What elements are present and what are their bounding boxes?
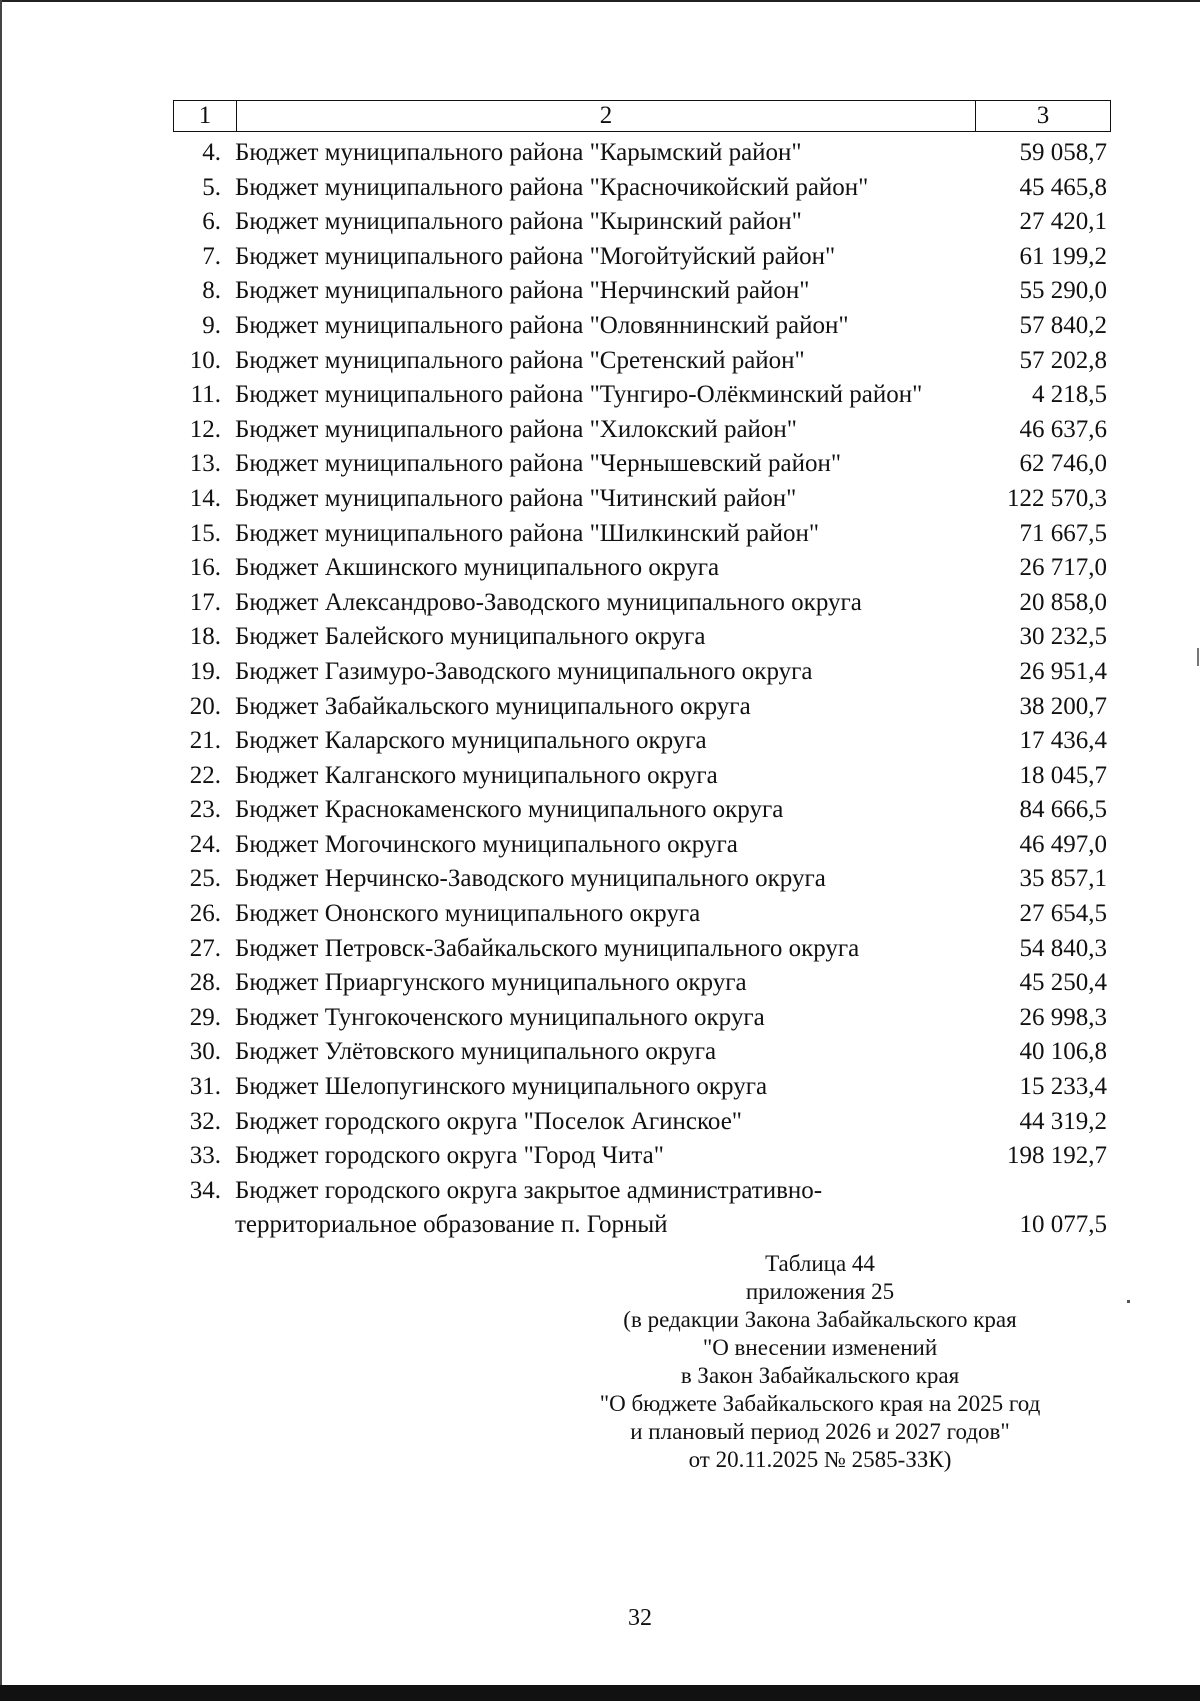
table-header-col-3: 3 xyxy=(1036,102,1050,129)
row-number: 17. xyxy=(189,588,221,616)
table-row xyxy=(173,517,1111,552)
table-row xyxy=(173,1105,1111,1140)
budget-name: Бюджет муниципального района "Шилкинский район" xyxy=(235,519,820,547)
table-row xyxy=(173,378,1111,413)
budget-amount: 27 654,5 xyxy=(1019,900,1107,928)
table-row xyxy=(173,897,1111,932)
budget-name: Бюджет Тунгокоченского муниципального округа xyxy=(235,1003,765,1031)
row-number: 5. xyxy=(202,173,221,201)
row-number: 18. xyxy=(189,623,221,651)
annex-line: приложения 25 xyxy=(745,1279,895,1304)
row-number: 33. xyxy=(189,1142,221,1170)
row-number: 30. xyxy=(189,1038,221,1066)
table-row xyxy=(173,862,1111,897)
table-row xyxy=(173,759,1111,794)
row-number: 20. xyxy=(189,692,221,720)
annex-line: (в редакции Закона Забайкальского края xyxy=(623,1307,1017,1332)
budget-amount: 26 951,4 xyxy=(1019,657,1107,685)
row-number: 31. xyxy=(189,1073,221,1101)
table-row xyxy=(173,1035,1111,1070)
budget-amount: 38 200,7 xyxy=(1019,692,1107,720)
row-number: 16. xyxy=(189,554,221,582)
budget-amount: 18 045,7 xyxy=(1019,761,1107,789)
budget-name: Бюджет Петровск-Забайкальского муниципального округа xyxy=(235,934,860,962)
budget-name: Бюджет городского округа закрытое административно- территориальное образование п. Горный xyxy=(235,1176,823,1239)
table-row xyxy=(173,136,1111,171)
budget-name: Бюджет муниципального района "Кыринский район" xyxy=(235,208,802,236)
table-row xyxy=(173,620,1111,655)
row-number: 29. xyxy=(189,1003,221,1031)
table-row xyxy=(173,1139,1111,1174)
budget-name: Бюджет Забайкальского муниципального округа xyxy=(235,692,751,720)
row-number: 24. xyxy=(189,830,221,858)
row-number: 11. xyxy=(190,381,221,409)
budget-amount: 54 840,3 xyxy=(1019,934,1107,962)
table-header xyxy=(173,100,1111,132)
annex-line: Таблица 44 xyxy=(765,1251,875,1276)
budget-name: Бюджет Приаргунского муниципального округа xyxy=(235,969,747,997)
table-row xyxy=(173,793,1111,828)
budget-amount: 57 202,8 xyxy=(1019,346,1107,374)
budget-amount: 61 199,2 xyxy=(1019,242,1107,270)
row-number: 23. xyxy=(189,796,221,824)
row-number: 4. xyxy=(202,139,221,166)
budget-name: Бюджет муниципального района "Сретенский район" xyxy=(235,346,805,374)
scan-border-top xyxy=(0,0,1200,2)
budget-name: Бюджет Шелопугинского муниципального округа xyxy=(235,1073,768,1101)
budget-table-body xyxy=(173,136,1111,1243)
row-number: 7. xyxy=(202,242,221,270)
budget-name: Бюджет муниципального района "Нерчинский район" xyxy=(235,277,810,305)
budget-name: Бюджет муниципального района "Оловяннинский район" xyxy=(235,311,849,339)
scan-border-left xyxy=(0,0,2,1701)
budget-amount: 57 840,2 xyxy=(1019,311,1107,339)
table-row xyxy=(173,724,1111,759)
budget-name: Бюджет Ононского муниципального округа xyxy=(235,900,701,928)
budget-name: Бюджет муниципального района "Хилокский район" xyxy=(235,415,798,443)
row-number: 8. xyxy=(202,277,221,305)
budget-amount: 45 250,4 xyxy=(1019,969,1107,997)
budget-amount: 15 233,4 xyxy=(1019,1073,1107,1101)
table-row xyxy=(173,274,1111,309)
annex-line: в Закон Забайкальского края xyxy=(680,1363,960,1388)
row-number: 9. xyxy=(202,311,221,339)
budget-amount: 40 106,8 xyxy=(1019,1038,1107,1066)
row-number: 27. xyxy=(189,934,221,962)
budget-amount: 27 420,1 xyxy=(1019,208,1107,236)
scan-border-bottom xyxy=(0,1685,1200,1701)
table-row xyxy=(173,171,1111,206)
budget-amount: 62 746,0 xyxy=(1019,450,1107,478)
budget-amount: 55 290,0 xyxy=(1019,277,1107,305)
table-row xyxy=(173,240,1111,275)
page-number: 32 xyxy=(628,1605,652,1631)
table-row xyxy=(173,551,1111,586)
budget-amount: 198 192,7 xyxy=(1007,1142,1107,1170)
scan-artifact-mark xyxy=(1197,648,1199,666)
budget-name: Бюджет Краснокаменского муниципального округа xyxy=(235,796,784,824)
row-number: 12. xyxy=(189,415,221,443)
budget-amount: 44 319,2 xyxy=(1019,1107,1107,1135)
budget-name: Бюджет муниципального района "Красночикойский район" xyxy=(235,173,869,201)
table-row xyxy=(173,447,1111,482)
table-row xyxy=(173,932,1111,967)
table-row xyxy=(173,1001,1111,1036)
budget-name: Бюджет Улётовского муниципального округа xyxy=(235,1038,717,1066)
scan-artifact-dot xyxy=(1127,1300,1130,1303)
table-row xyxy=(173,655,1111,690)
table-row xyxy=(173,482,1111,517)
budget-name: Бюджет Газимуро-Заводского муниципального округа xyxy=(235,657,813,685)
budget-name: Бюджет Могочинского муниципального округа xyxy=(235,830,738,858)
budget-amount: 84 666,5 xyxy=(1019,796,1107,824)
annex-line: от 20.11.2025 № 2585-ЗЗК) xyxy=(688,1447,952,1472)
budget-name: Бюджет муниципального района "Карымский район" xyxy=(235,139,802,166)
row-number: 15. xyxy=(189,519,221,547)
row-number: 19. xyxy=(189,657,221,685)
row-number: 22. xyxy=(189,761,221,789)
annex-line: и плановый период 2026 и 2027 годов" xyxy=(630,1419,1010,1444)
table-row xyxy=(173,1174,1111,1243)
table-row xyxy=(173,1070,1111,1105)
row-number: 14. xyxy=(189,484,221,512)
table-row xyxy=(173,586,1111,621)
table-row xyxy=(173,344,1111,379)
annex-line: "О бюджете Забайкальского края на 2025 год xyxy=(599,1391,1041,1416)
budget-amount: 10 077,5 xyxy=(1019,1211,1107,1239)
budget-name: Бюджет муниципального района "Чернышевский район" xyxy=(235,450,842,478)
row-number: 28. xyxy=(189,969,221,997)
row-number: 13. xyxy=(189,450,221,478)
budget-amount: 45 465,8 xyxy=(1019,173,1107,201)
row-number: 34. xyxy=(189,1176,221,1204)
table-header-col-1: 1 xyxy=(174,101,237,131)
budget-name: Бюджет Нерчинско-Заводского муниципального округа xyxy=(235,865,826,893)
budget-name: Бюджет Акшинского муниципального округа xyxy=(235,554,720,582)
row-number: 26. xyxy=(189,900,221,928)
budget-amount: 26 717,0 xyxy=(1019,554,1107,582)
budget-name: Бюджет муниципального района "Могойтуйский район" xyxy=(235,242,836,270)
budget-name: Бюджет городского округа "Поселок Агинское" xyxy=(235,1107,742,1135)
budget-amount: 122 570,3 xyxy=(1007,484,1107,512)
budget-amount: 26 998,3 xyxy=(1019,1003,1107,1031)
table-header-col-2: 2 xyxy=(237,101,976,131)
budget-name: Бюджет муниципального района "Тунгиро-Олёкминский район" xyxy=(235,381,923,409)
row-number: 10. xyxy=(189,346,221,374)
table-row xyxy=(173,309,1111,344)
row-number: 32. xyxy=(189,1107,221,1135)
table-annex-note xyxy=(560,1250,1080,1474)
budget-name: Бюджет городского округа "Город Чита" xyxy=(235,1142,664,1170)
budget-amount: 59 058,7 xyxy=(1019,139,1107,166)
budget-amount: 17 436,4 xyxy=(1019,727,1107,755)
table-row xyxy=(173,966,1111,1001)
budget-amount: 4 218,5 xyxy=(1032,381,1107,409)
budget-name: Бюджет муниципального района "Читинский район" xyxy=(235,484,797,512)
budget-name: Бюджет Балейского муниципального округа xyxy=(235,623,706,651)
budget-amount: 35 857,1 xyxy=(1019,865,1107,893)
budget-amount: 46 637,6 xyxy=(1019,415,1107,443)
budget-name: Бюджет Александрово-Заводского муниципального округа xyxy=(235,588,862,616)
budget-amount: 30 232,5 xyxy=(1019,623,1107,651)
annex-line: "О внесении изменений xyxy=(702,1335,938,1360)
table-row xyxy=(173,413,1111,448)
row-number: 6. xyxy=(202,208,221,236)
budget-amount: 71 667,5 xyxy=(1019,519,1107,547)
row-number: 21. xyxy=(189,727,221,755)
budget-amount: 20 858,0 xyxy=(1019,588,1107,616)
table-row xyxy=(173,690,1111,725)
row-number: 25. xyxy=(189,865,221,893)
table-row xyxy=(173,828,1111,863)
budget-amount: 46 497,0 xyxy=(1019,830,1107,858)
budget-name: Бюджет Каларского муниципального округа xyxy=(235,727,707,755)
budget-name: Бюджет Калганского муниципального округа xyxy=(235,761,718,789)
table-row xyxy=(173,205,1111,240)
